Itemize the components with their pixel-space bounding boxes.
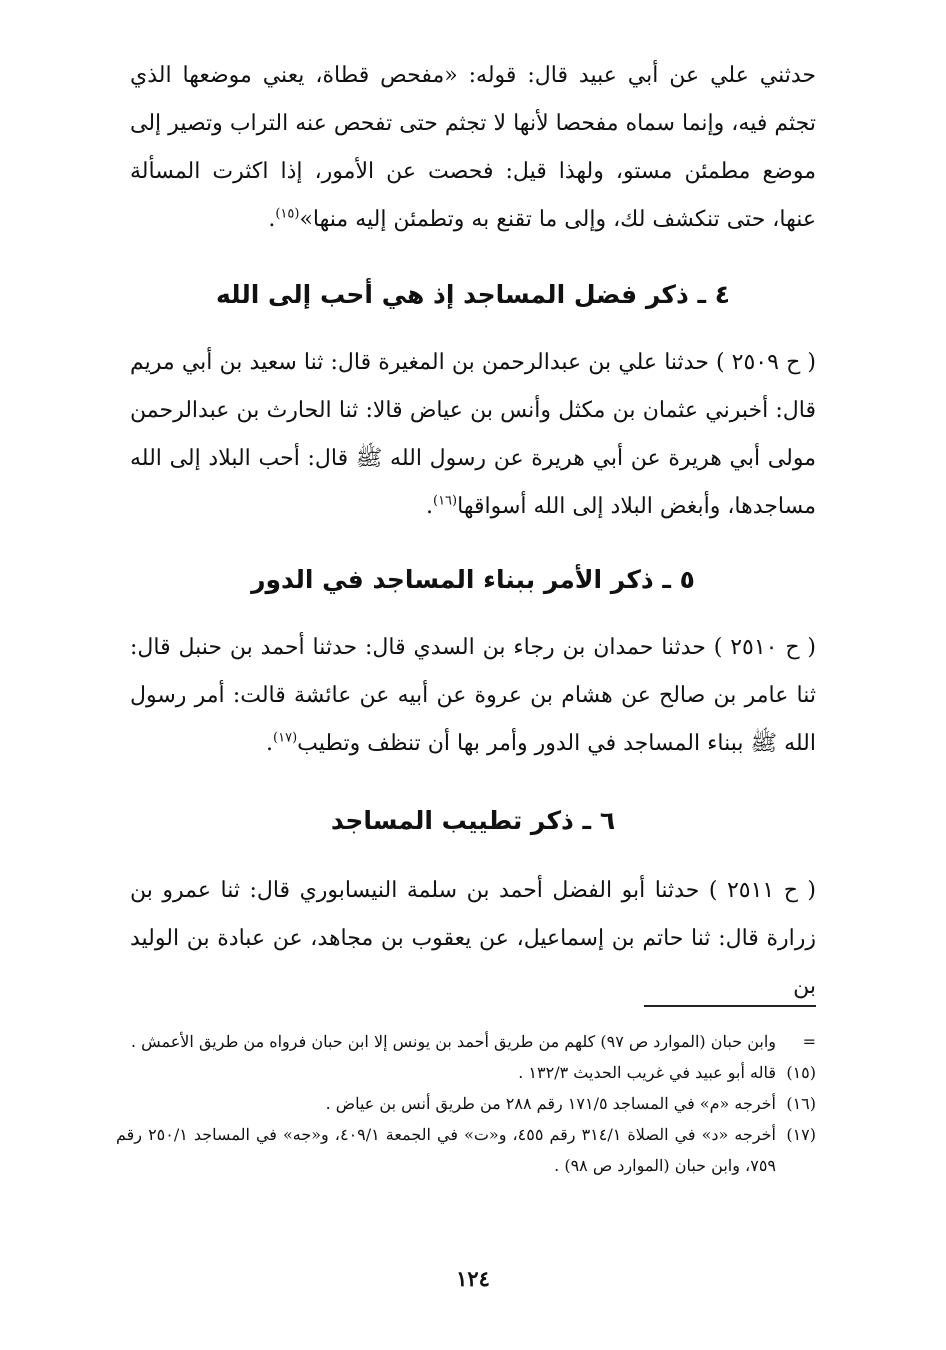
footnote-text: أخرجه «د» في الصلاة ٣١٤/١ رقم ٤٥٥، و«ت» في الجمعة ٤٠٩/١، و«جه» في المساجد ٢٥٠/١ رقم ٧٥٩، وابن حبان (الموارد ص ٩٨) . (116, 1125, 776, 1175)
hadith-2509 (130, 339, 816, 531)
section-heading-4: ٤ ـ ذكر فضل المساجد إذ هي أحب إلى الله (215, 280, 731, 309)
footnote-16 (116, 1088, 816, 1119)
intro-end: . (268, 207, 276, 232)
footnote-ref-15[interactable]: (١٥) (275, 206, 300, 222)
footnote-separator (644, 1005, 816, 1007)
hadith-2511 (130, 867, 816, 1011)
footnote-text: أخرجه «م» في المساجد ١٧١/٥ رقم ٢٨٨ من طريق أنس بن عياض . (325, 1094, 776, 1113)
footnote-text: وابن حبان (الموارد ص ٩٧) كلهم من طريق أحمد بن يونس إلا ابن حبان فرواه من طريق الأعمش . (130, 1032, 776, 1051)
footnotes (116, 1026, 816, 1181)
intro-text: حدثني علي عن أبي عبيد قال: قوله: «مفحص قطاة، يعني موضعها الذي تجثم فيه، وإنما سماه مفحصا لأنها لا تجثم حتى تفحص عنه التراب وتصير إلى موضع مطمئن مستو، ولهذا قيل: فحصت عن الأمور، إذا اكثرت المسألة عنها، حتى تنكشف لك، وإلى ما تقنع به وتطمئن إليه منها» (130, 63, 816, 232)
footnote-mark: (١٥) (786, 1063, 816, 1082)
hadith-2510 (130, 624, 816, 768)
hadith-2511-text: ( ح ٢٥١١ ) حدثنا أبو الفضل أحمد بن سلمة النيسابوري قال: ثنا عمرو بن زرارة قال: ثنا حاتم بن إسماعيل، عن يعقوب بن مجاهد، عن عبادة بن الوليد بن (130, 878, 816, 999)
footnote-continuation (116, 1026, 816, 1057)
footnote-mark: (١٦) (786, 1094, 816, 1113)
hadith-2509-end: . (426, 494, 433, 519)
footnote-17 (116, 1119, 816, 1181)
hadith-2509-text: ( ح ٢٥٠٩ ) حدثنا علي بن عبدالرحمن بن المغيرة قال: ثنا سعيد بن أبي مريم قال: أخبرني عثمان بن مكثل وأنس بن عياض قالا: ثنا الحارث بن عبدالرحمن مولى أبي هريرة عن أبي هريرة عن رسول الله ﷺ قال: أحب البلاد إلى الله مساجدها، وأبغض البلاد إلى الله أسواقها (130, 350, 816, 519)
footnote-mark: (١٧) (786, 1125, 816, 1144)
footnote-15 (116, 1057, 816, 1088)
section-heading-5: ٥ ـ ذكر الأمر ببناء المساجد في الدور (251, 565, 695, 594)
hadith-2510-end: . (266, 731, 274, 756)
footnote-ref-17[interactable]: (١٧) (273, 730, 298, 746)
footnote-mark: = (802, 1032, 816, 1051)
hadith-2510-text: ( ح ٢٥١٠ ) حدثنا حمدان بن رجاء بن السدي قال: حدثنا أحمد بن حنبل قال: ثنا عامر بن صالح عن هشام بن عروة عن أبيه عن عائشة قالت: أمر رسول الله ﷺ ببناء المساجد في الدور وأمر بها أن تنظف وتطيب (130, 635, 816, 756)
footnote-text: قاله أبو عبيد في غريب الحديث ١٣٢/٣ . (518, 1063, 776, 1082)
intro-paragraph (130, 52, 816, 244)
footnote-ref-16[interactable]: (١٦) (433, 493, 458, 509)
page-body (130, 52, 816, 1011)
section-heading-6: ٦ ـ ذكر تطييب المساجد (330, 806, 616, 835)
page-number: ١٢٤ (456, 1266, 490, 1291)
